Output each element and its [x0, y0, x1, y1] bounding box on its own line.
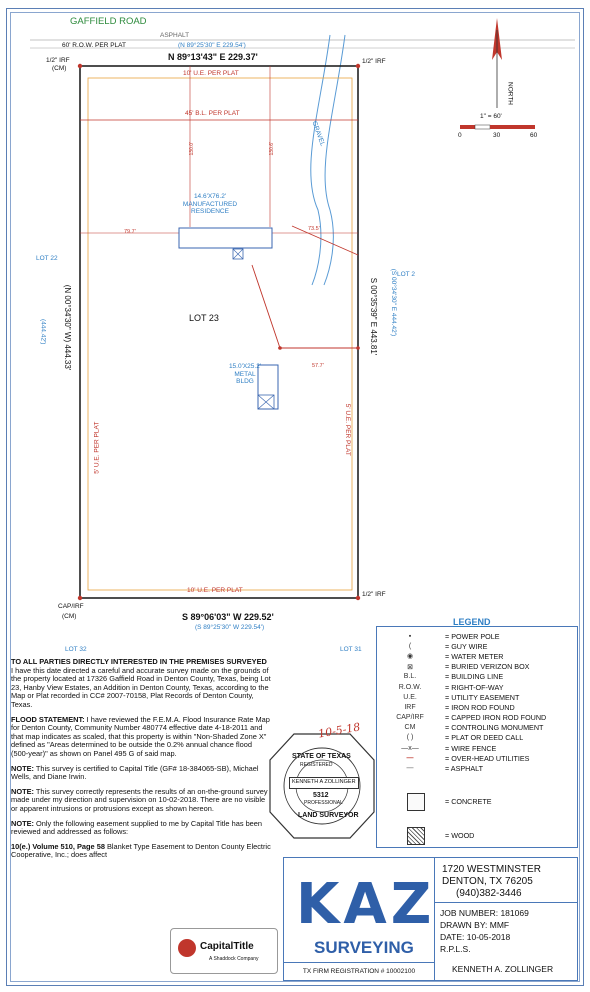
overhead-line-icon: —	[406, 754, 414, 762]
scale-text: 1" = 60'	[480, 113, 502, 120]
water-meter-icon: ◉	[406, 653, 414, 661]
row-label: 60' R.O.W. PER PLAT	[62, 42, 126, 49]
capital-title-icon	[178, 939, 196, 957]
seal-professional: PROFESSIONAL	[304, 800, 343, 806]
signature-date: 10-5-18	[317, 720, 362, 741]
plat-bottom: (S 89°25'30" W 229.54')	[195, 624, 265, 631]
phone: (940)382-3446	[456, 888, 522, 899]
gravel-label: GRAVEL	[310, 120, 326, 148]
legend-item: IRF = IRON ROD FOUND	[404, 702, 515, 712]
bearing-right: S 00°35'39" E 443.81'	[368, 277, 378, 356]
legend-item: B.L. = BUILDING LINE	[403, 672, 504, 682]
ue-top: 10' U.E. PER PLAT	[183, 70, 239, 77]
note2-label: NOTE:	[11, 786, 34, 796]
wood-swatch-icon	[407, 827, 425, 845]
seal-name: KENNETH A ZOLLINGER	[289, 777, 359, 789]
scale-tick-60: 60	[530, 132, 538, 139]
power-pole-icon: ▪	[408, 632, 412, 640]
legend-item: U.E. = UTILITY EASEMENT	[403, 692, 520, 702]
dim-v1: 130.0'	[188, 142, 195, 156]
legend-item: — = OVER-HEAD UTILITIES	[377, 753, 577, 763]
legend-item: ( ) = PLAT OR DEED CALL	[406, 733, 524, 743]
legend-item: —x— = WIRE FENCE	[377, 743, 577, 753]
note1-label: NOTE:	[11, 763, 34, 773]
rpls-label: R.P.L.S.	[440, 944, 471, 954]
firm-registration: TX FIRM REGISTRATION # 10002100	[284, 962, 434, 981]
road-name: GAFFIELD ROAD	[70, 16, 147, 27]
dim-metal: 57.7'	[312, 363, 324, 369]
irf-top-right: 1/2" IRF	[362, 58, 386, 65]
notes-block	[11, 658, 271, 860]
legend-item: CM = CONTROLING MONUMENT	[404, 723, 544, 733]
seal-number: 5312	[313, 792, 329, 799]
scale-tick-0: 0	[458, 132, 462, 139]
title-block	[283, 857, 578, 981]
plat-left: (444.42')	[39, 319, 47, 345]
north-label: NORTH	[506, 82, 514, 105]
legend-item: ( = GUY WIRE	[377, 641, 577, 651]
plat-right: (S 00°34'30" E 444.42')	[389, 268, 397, 337]
ue-bottom: 10' U.E. PER PLAT	[187, 587, 243, 594]
dim-right: 73.5'	[308, 226, 320, 232]
wood-label: = WOOD	[445, 831, 475, 840]
capital-title-sub: A Shaddock Company	[209, 956, 259, 962]
irf-top-left: 1/2" IRF	[46, 57, 70, 64]
lot-left: LOT 22	[36, 255, 58, 262]
note2-text: This survey correctly represents the results of an on-the-ground survey made under my direction and supervision on 10-02-2018. There are no visible or apparent intrusions or protrusions except as shown hereon.	[11, 786, 268, 813]
bearing-bottom: S 89°06'03" W 229.52'	[182, 612, 274, 622]
wire-fence-icon: —x—	[401, 744, 419, 752]
asphalt-label: ASPHALT	[160, 32, 190, 39]
legend-title: LEGEND	[453, 617, 491, 627]
note4-text: Blanket Type Easement to Denton County Electric Cooperative, Inc.; does affect	[11, 841, 271, 860]
legend-box	[376, 617, 578, 848]
legend-item: — = ASPHALT	[377, 763, 577, 773]
irf-bottom-left-cm: (CM)	[62, 613, 77, 620]
irf-bottom-left: CAP/IRF	[58, 603, 84, 610]
surveying-label: SURVEYING	[314, 938, 414, 957]
note3-text: Only the following easement supplied to me by Capital Title has been reviewed and addressed as follows:	[11, 818, 263, 837]
lot-right: LOT 2	[397, 271, 415, 278]
date: DATE: 10-05-2018	[440, 932, 511, 942]
lot-bottom-right: LOT 31	[340, 646, 362, 653]
legend-list	[377, 631, 577, 774]
seal-top: STATE OF TEXAS	[292, 753, 351, 760]
residence-label: 14.6'X76.2' MANUFACTURED RESIDENCE	[182, 193, 238, 215]
seal-bottom: LAND SURVEYOR	[298, 812, 359, 819]
dim-left: 79.7'	[124, 229, 136, 235]
legend-item: R.O.W. = RIGHT-OF-WAY	[398, 682, 504, 692]
legend-item: ▪ = POWER POLE	[377, 631, 577, 641]
capital-title-name: CapitalTitle	[200, 941, 254, 952]
dim-v2: 130.6'	[268, 142, 275, 156]
metal-bldg-label: 15.0'X25.2' METAL BLDG	[228, 363, 262, 385]
legend-item: CAP/IRF = CAPPED IRON ROD FOUND	[396, 713, 547, 723]
ue-left: 5' U.E. PER PLAT	[93, 421, 101, 474]
lot-center: LOT 23	[189, 313, 219, 323]
irf-bottom-right: 1/2" IRF	[362, 591, 386, 598]
scale-tick-30: 30	[493, 132, 501, 139]
asphalt-line-icon: —	[406, 765, 414, 773]
plat-bearing-top: (N 89°25'30" E 229.54')	[178, 42, 246, 49]
note4-label: 10(e.) Volume 510, Page 58	[11, 841, 105, 851]
note3-label: NOTE:	[11, 818, 34, 828]
concrete-label: = CONCRETE	[445, 797, 492, 806]
seal-registered: REGISTERED	[300, 762, 333, 768]
drawn-by: DRAWN BY: MMF	[440, 920, 510, 930]
guy-wire-icon: (	[408, 642, 412, 650]
building-line: 45' B.L. PER PLAT	[185, 110, 240, 117]
address-line-2: DENTON, TX 76205	[442, 876, 533, 887]
notes-body: I have this date directed a careful and accurate survey made on the grounds of the property located at 17326 Gaffield Road in Denton County, Texas, being Lot 23, Hanby View Estates, an Addition in Denton County, Texas, according to the Map or Plat recorded in CC# 2007-70158, Plat Records of Denton County, Texas.	[11, 665, 271, 709]
bearing-top: N 89°13'43" E 229.37'	[168, 52, 258, 62]
verizon-box-icon: ⊠	[407, 663, 413, 671]
capital-title-logo	[170, 928, 278, 974]
ue-right: 5' U.E. PER PLAT	[343, 403, 351, 456]
irf-top-left-cm: (CM)	[52, 65, 67, 72]
kaz-logo: KAZ	[296, 872, 436, 937]
concrete-swatch-icon	[407, 793, 425, 811]
legend-item: ◉ = WATER METER	[377, 651, 577, 661]
flood-label: FLOOD STATEMENT:	[11, 714, 85, 724]
logo-panel	[284, 858, 435, 980]
surveyor-name: KENNETH A. ZOLLINGER	[452, 964, 554, 974]
flood-text: I have reviewed the F.E.M.A. Flood Insurance Rate Map for Denton County, Community Number 480774 effective date 4-18-2011 and that map indicates as scaled, that this property is within "Non-Shaded Zone X" defined as "Areas determined to be outside the 0.2% annual chance flood (500-year)" as shown on Panel 495 G of said map.	[11, 714, 270, 758]
legend-item: ⊠ = BURIED VERIZON BOX	[377, 662, 577, 672]
job-number: JOB NUMBER: 181069	[440, 908, 529, 918]
notes-heading: TO ALL PARTIES DIRECTLY INTERESTED IN THE PREMISES SURVEYED	[11, 657, 267, 666]
bearing-left: (N 00°34'30" W) 444.33'	[62, 284, 72, 371]
address-line-1: 1720 WESTMINSTER	[442, 864, 541, 875]
lot-bottom-left: LOT 32	[65, 646, 87, 653]
note1-text: This survey is certified to Capital Title (GF# 18-384065-SB), Michael Wells, and Diane Irwin.	[11, 763, 259, 782]
